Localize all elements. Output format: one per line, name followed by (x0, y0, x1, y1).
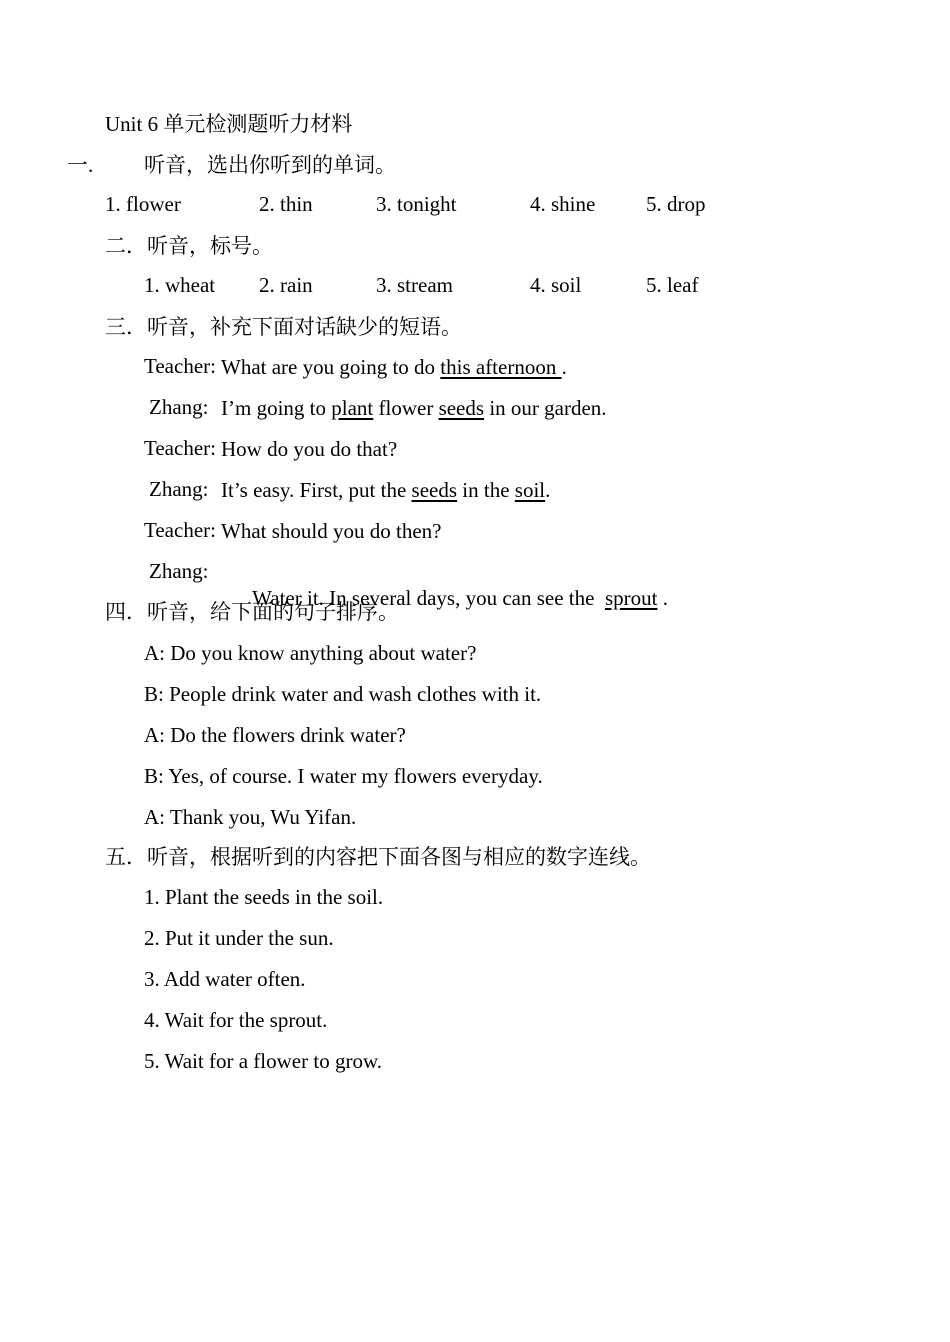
sentence-line: 2. Put it under the sun. (144, 926, 334, 950)
section4-heading: 四．听音，给下面的句子排序。 (105, 600, 399, 624)
blank-answer: this afternoon (440, 355, 562, 379)
word-item: 4. shine (530, 192, 596, 216)
dialogue-text: flower (373, 396, 439, 420)
dialogue-speaker: Zhang: (149, 477, 209, 501)
word-item: 2. thin (259, 192, 313, 216)
section1-number: 一. (67, 153, 94, 177)
dialogue-text: What are you going to do (221, 355, 441, 379)
sentence-line: A: Do you know anything about water? (144, 641, 477, 665)
word-item: 5. leaf (646, 273, 699, 297)
dialogue-speaker: Zhang: (149, 395, 209, 419)
section3-heading: 三．听音，补充下面对话缺少的短语。 (105, 315, 462, 339)
blank-answer: sprout (604, 586, 658, 610)
sentence-line: 4. Wait for the sprout. (144, 1008, 328, 1032)
blank-answer: plant (331, 396, 374, 420)
dialogue-text: How do you do that? (221, 437, 398, 461)
sentence-line: 1. Plant the seeds in the soil. (144, 885, 384, 909)
dialogue-text: in the (457, 478, 515, 502)
blank-answer: seeds (438, 396, 485, 420)
word-item: 1. flower (105, 192, 181, 216)
sentence-line: B: Yes, of course. I water my flowers everyday. (144, 764, 543, 788)
sentence-line: A: Do the flowers drink water? (144, 723, 406, 747)
dialogue-text: Water it. In several days, you can see the (252, 586, 605, 610)
dialogue-speaker: Teacher: (144, 518, 216, 542)
dialogue-speaker: Teacher: (144, 354, 216, 378)
page-title: Unit 6 单元检测题听力材料 (105, 112, 353, 136)
blank-answer: soil (514, 478, 546, 502)
sentence-line: B: People drink water and wash clothes with it. (144, 682, 542, 706)
dialogue-text: . (657, 586, 668, 610)
sentence-line: 3. Add water often. (144, 967, 306, 991)
sentence-line: A: Thank you, Wu Yifan. (144, 805, 357, 829)
word-item: 1. wheat (144, 273, 216, 297)
dialogue-text: I’m going to (221, 396, 332, 420)
dialogue-text: . (561, 355, 567, 379)
dialogue-text: in our garden. (484, 396, 607, 420)
dialogue-text: It’s easy. First, put the (221, 478, 412, 502)
section5-heading: 五．听音，根据听到的内容把下面各图与相应的数字连线。 (105, 845, 651, 869)
dialogue-text: . (545, 478, 551, 502)
word-item: 3. tonight (376, 192, 457, 216)
word-item: 2. rain (259, 273, 313, 297)
dialogue-text: What should you do then? (221, 519, 442, 543)
section2-heading: 二．听音，标号。 (105, 234, 273, 258)
sentence-line: 5. Wait for a flower to grow. (144, 1049, 382, 1073)
dialogue-speaker: Zhang: (149, 559, 209, 583)
word-item: 3. stream (376, 273, 453, 297)
section1-heading: 听音，选出你听到的单词。 (144, 153, 396, 177)
blank-answer: seeds (411, 478, 458, 502)
dialogue-speaker: Teacher: (144, 436, 216, 460)
word-item: 5. drop (646, 192, 706, 216)
word-item: 4. soil (530, 273, 582, 297)
